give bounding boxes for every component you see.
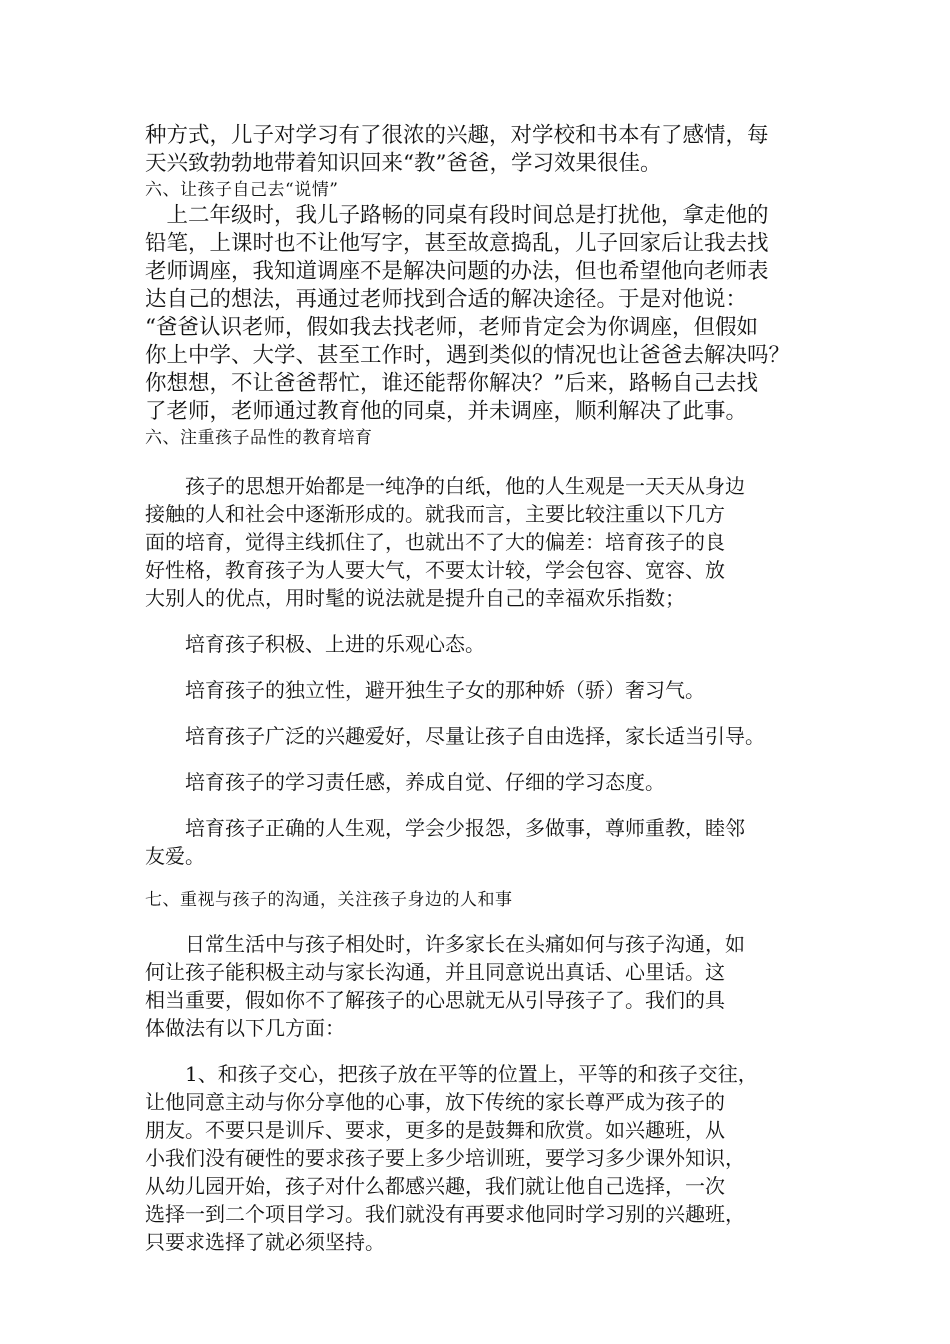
text-line: 朋友。不要只是训斥、要求，更多的是鼓舞和欣赏。如兴趣班，从 [145,1118,725,1142]
section-heading-plead: 六、让孩子自己去“说情” [145,180,339,200]
text-line: 何让孩子能积极主动与家长沟通，并且同意说出真话、心里话。这 [145,960,725,984]
text-line: 种方式，儿子对学习有了很浓的兴趣，对学校和书本有了感情，每 [145,123,769,148]
document-body [145,122,815,1256]
paragraph-outlook-on-life [145,814,815,870]
text-line: 了老师，老师通过教育他的同桌，并未调座，顺利解决了此事。 [145,399,748,424]
text-line: 日常生活中与孩子相处时，许多家长在头痛如何与孩子沟通，如 [145,932,745,956]
section-heading-character: 六、注重孩子品性的教育培育 [145,428,373,448]
text-line: 你想想，不让爸爸帮忙，谁还能帮你解决？”后来，路畅自己去找 [145,371,758,396]
text-line: 天兴致勃勃地带着知识回来“教”爸爸，学习效果很佳。 [145,151,662,176]
paragraph-positive-attitude: 培育孩子积极、上进的乐观心态。 [145,632,485,656]
paragraph-responsibility: 培育孩子的学习责任感，养成自觉、仔细的学习态度。 [145,770,665,794]
text-line: 培育孩子正确的人生观，学会少报怨，多做事，尊师重教，睦邻 [145,816,745,840]
text-line: 老师调座，我知道调座不是解决问题的办法，但也希望他向老师表 [145,259,769,284]
text-line: 达自己的想法，再通过老师找到合适的解决途径。于是对他说： [145,287,748,312]
text-line: 孩子的思想开始都是一纯净的白纸，他的人生观是一天天从身边 [145,474,745,498]
text-line: 小我们没有硬性的要求孩子要上多少培训班，要学习多少课外知识， [145,1146,745,1170]
text-line: 好性格，教育孩子为人要大气，不要太计较，学会包容、宽容、放 [145,558,725,582]
paragraph-interest-result [145,122,815,178]
paragraph-character-intro [145,472,815,612]
text-line: 相当重要，假如你不了解孩子的心思就无从引导孩子了。我们的具 [145,988,725,1012]
text-line: 上二年级时，我儿子路畅的同桌有段时间总是打扰他，拿走他的 [145,203,769,228]
paragraph-independence: 培育孩子的独立性，避开独生子女的那种娇（骄）奢习气。 [145,678,705,702]
text-line: 1、和孩子交心，把孩子放在平等的位置上，平等的和孩子交往， [145,1062,758,1086]
text-line: 面的培育，觉得主线抓住了，也就出不了大的偏差：培育孩子的良 [145,530,725,554]
paragraph-communication-intro [145,930,815,1042]
text-line: “爸爸认识老师，假如我去找老师，老师肯定会为你调座，但假如 [145,315,758,340]
paragraph-hobbies: 培育孩子广泛的兴趣爱好，尽量让孩子自由选择，家长适当引导。 [145,724,765,748]
text-line: 大别人的优点，用时髦的说法就是提升自己的幸福欢乐指数； [145,586,685,610]
paragraph-seatmate-story [145,202,815,426]
text-line: 选择一到二个项目学习。我们就没有再要求他同时学习别的兴趣班， [145,1202,745,1226]
text-line: 让他同意主动与你分享他的心事，放下传统的家长尊严成为孩子的 [145,1090,725,1114]
text-line: 体做法有以下几方面： [145,1016,345,1040]
section-heading-communication: 七、重视与孩子的沟通，关注孩子身边的人和事 [145,890,513,910]
text-line: 接触的人和社会中逐渐形成的。就我而言，主要比较注重以下几方 [145,502,725,526]
text-line: 你上中学、大学、甚至工作时，遇到类似的情况也让爸爸去解决吗？ [145,343,791,368]
paragraph-heart-to-heart [145,1060,815,1256]
text-line: 从幼儿园开始，孩子对什么都感兴趣，我们就让他自己选择，一次 [145,1174,725,1198]
text-line: 只要求选择了就必须坚持。 [145,1230,385,1254]
text-line: 友爱。 [145,844,205,868]
text-line: 铅笔，上课时也不让他写字，甚至故意捣乱，儿子回家后让我去找 [145,231,769,256]
